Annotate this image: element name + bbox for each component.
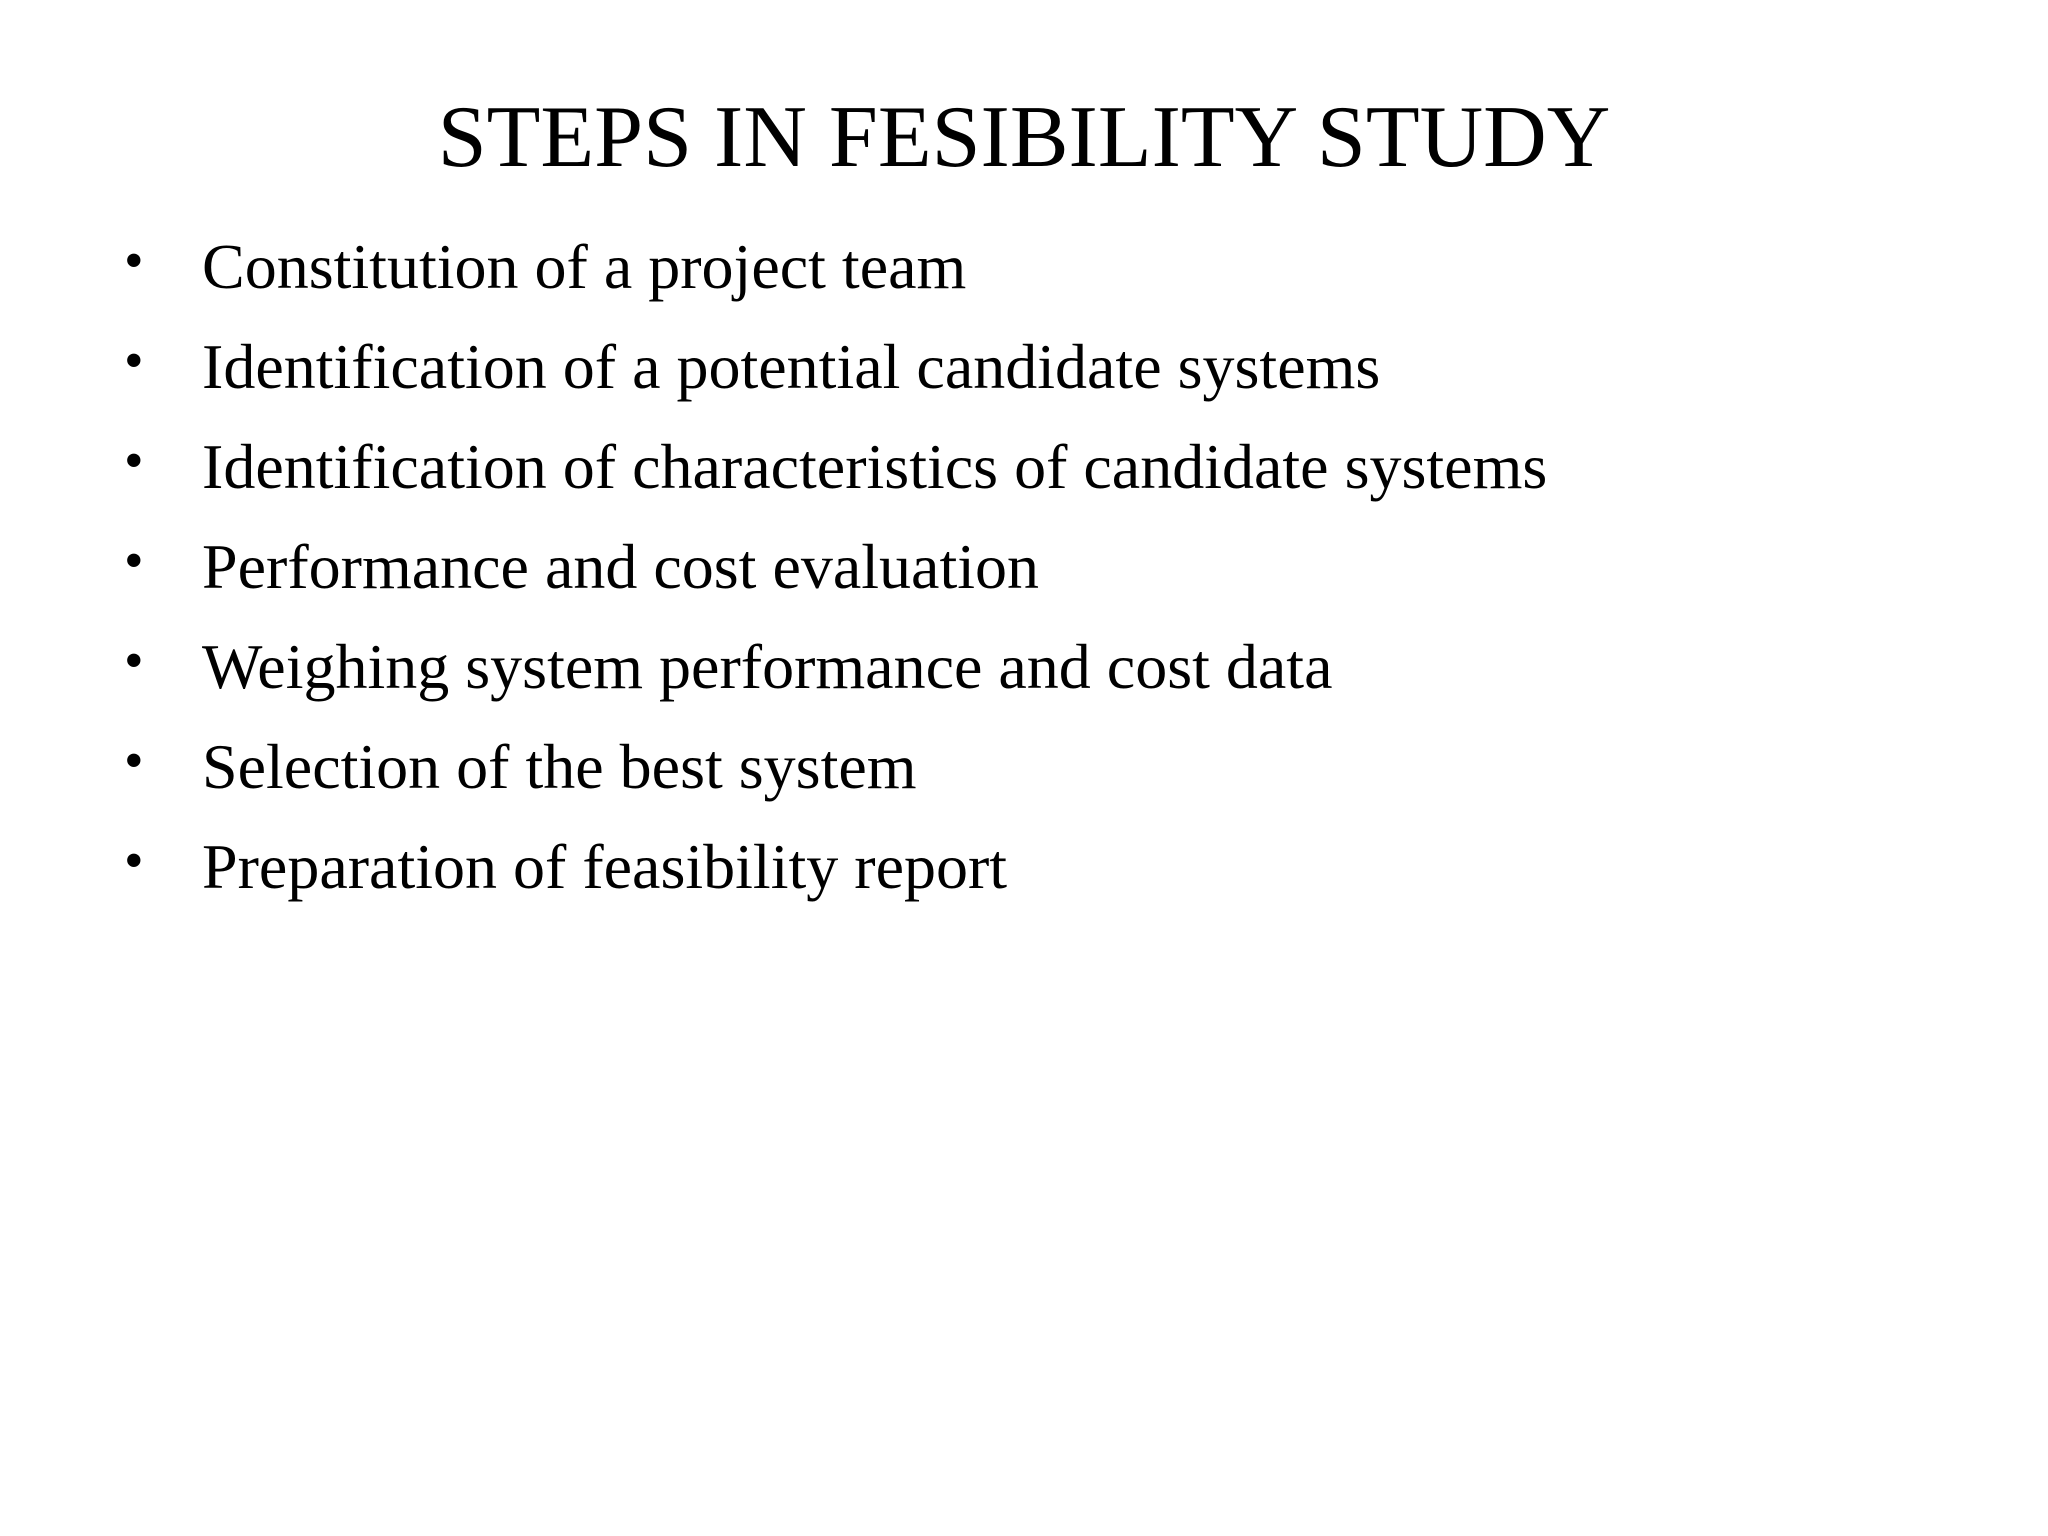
bullet-icon: • — [124, 230, 144, 292]
list-item-text: Selection of the best system — [202, 731, 917, 802]
bullet-icon: • — [124, 830, 144, 892]
list-item-text: Preparation of feasibility report — [202, 831, 1008, 902]
list-item-text: Performance and cost evaluation — [202, 531, 1039, 602]
bullet-icon: • — [124, 430, 144, 492]
list-item-text: Constitution of a project team — [202, 231, 967, 302]
list-item-text: Identification of characteristics of candidate systems — [202, 431, 1548, 502]
list-item-text: Identification of a potential candidate systems — [202, 331, 1381, 402]
bullet-icon: • — [124, 330, 144, 392]
slide-title: STEPS IN FESIBILITY STUDY — [437, 89, 1611, 186]
bullet-icon: • — [124, 630, 144, 692]
bullet-icon: • — [124, 730, 144, 792]
bullet-icon: • — [124, 530, 144, 592]
list-item-text: Weighing system performance and cost data — [202, 631, 1333, 702]
